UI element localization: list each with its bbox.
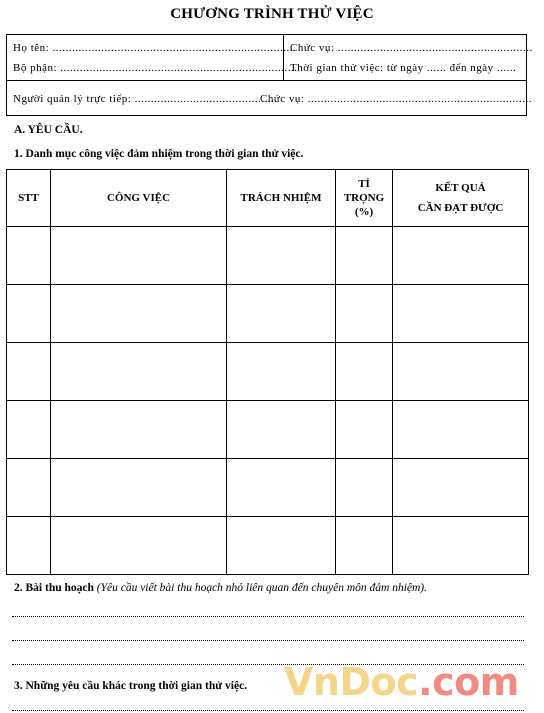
cell-ket-qua[interactable] xyxy=(393,227,529,285)
cell-cong-viec[interactable] xyxy=(51,401,227,459)
chuc-vu-field[interactable]: Chức vụ: ............................................................ xyxy=(290,42,533,54)
table-row xyxy=(7,517,529,575)
cell-ket-qua[interactable] xyxy=(393,343,529,401)
table-header-row xyxy=(7,170,529,227)
employee-info-box xyxy=(6,34,533,116)
chuc-vu-quan-ly-field[interactable]: Chức vụ: ..................................................................... xyxy=(260,93,532,105)
watermark-part2: .com xyxy=(418,660,519,704)
cell-ti-trong[interactable] xyxy=(336,227,393,285)
cell-ket-qua[interactable] xyxy=(393,459,529,517)
cell-stt[interactable] xyxy=(7,343,51,401)
cell-trach-nhiem[interactable] xyxy=(227,459,336,517)
table-row xyxy=(7,343,529,401)
section-2-heading xyxy=(14,582,427,594)
section-2-label: 2. Bài thu hoạch xyxy=(14,582,94,594)
task-table xyxy=(6,169,529,575)
header-ket-qua-line1: KẾT QUẢ xyxy=(435,182,486,194)
section-1-heading: 1. Danh mục công việc đảm nhiệm trong thời gian thử việc. xyxy=(14,148,304,160)
watermark-part1: VnDoc xyxy=(284,660,419,704)
cell-cong-viec[interactable] xyxy=(51,285,227,343)
cell-ket-qua[interactable] xyxy=(393,517,529,575)
header-ket-qua-line2: CẦN ĐẠT ĐƯỢC xyxy=(417,202,504,214)
answer-line[interactable] xyxy=(12,640,524,641)
header-ket-qua xyxy=(393,170,529,227)
cell-ket-qua[interactable] xyxy=(393,401,529,459)
ho-ten-field[interactable]: Họ tên: ........................................................................... xyxy=(13,42,297,54)
section-2-note: (Yêu cầu viết bài thu hoạch nhỏ liên quan đến chuyên môn đảm nhiệm). xyxy=(96,582,427,594)
cell-ti-trong[interactable] xyxy=(336,401,393,459)
cell-cong-viec[interactable] xyxy=(51,459,227,517)
header-ti-trong-line1: TỈ xyxy=(358,178,370,190)
cell-stt[interactable] xyxy=(7,401,51,459)
thoi-gian-thu-viec-field[interactable]: Thời gian thử việc: từ ngày ...... đến ngày ...... xyxy=(290,62,517,74)
table-row xyxy=(7,227,529,285)
cell-trach-nhiem[interactable] xyxy=(227,343,336,401)
cell-trach-nhiem[interactable] xyxy=(227,227,336,285)
bo-phan-field[interactable]: Bộ phận: ......................................................................... xyxy=(13,62,298,74)
table-row xyxy=(7,459,529,517)
cell-cong-viec[interactable] xyxy=(51,227,227,285)
cell-ti-trong[interactable] xyxy=(336,517,393,575)
header-ti-trong-line2: TRỌNG xyxy=(343,192,385,204)
cell-ti-trong[interactable] xyxy=(336,285,393,343)
cell-stt[interactable] xyxy=(7,459,51,517)
section-3-heading: 3. Những yêu cầu khác trong thời gian thử việc. xyxy=(14,680,248,692)
cell-ket-qua[interactable] xyxy=(393,285,529,343)
cell-stt[interactable] xyxy=(7,227,51,285)
answer-line[interactable] xyxy=(12,616,524,617)
header-cong-viec: CÔNG VIỆC xyxy=(51,170,227,227)
header-trach-nhiem: TRÁCH NHIỆM xyxy=(227,170,336,227)
cell-stt[interactable] xyxy=(7,285,51,343)
header-ti-trong-line3: (%) xyxy=(354,206,374,218)
cell-stt[interactable] xyxy=(7,517,51,575)
nguoi-quan-ly-field[interactable]: Người quản lý trực tiếp: ........................................... xyxy=(13,93,275,105)
cell-trach-nhiem[interactable] xyxy=(227,401,336,459)
cell-ti-trong[interactable] xyxy=(336,343,393,401)
vndoc-watermark-logo xyxy=(284,660,519,704)
section-a-heading: A. YÊU CẦU. xyxy=(14,124,83,136)
header-stt: STT xyxy=(7,170,51,227)
cell-trach-nhiem[interactable] xyxy=(227,517,336,575)
answer-line[interactable] xyxy=(12,710,524,711)
header-ti-trong xyxy=(336,170,393,227)
cell-cong-viec[interactable] xyxy=(51,343,227,401)
page-title: CHƯƠNG TRÌNH THỬ VIỆC xyxy=(170,6,374,22)
table-row xyxy=(7,401,529,459)
cell-ti-trong[interactable] xyxy=(336,459,393,517)
cell-cong-viec[interactable] xyxy=(51,517,227,575)
table-row xyxy=(7,285,529,343)
cell-trach-nhiem[interactable] xyxy=(227,285,336,343)
